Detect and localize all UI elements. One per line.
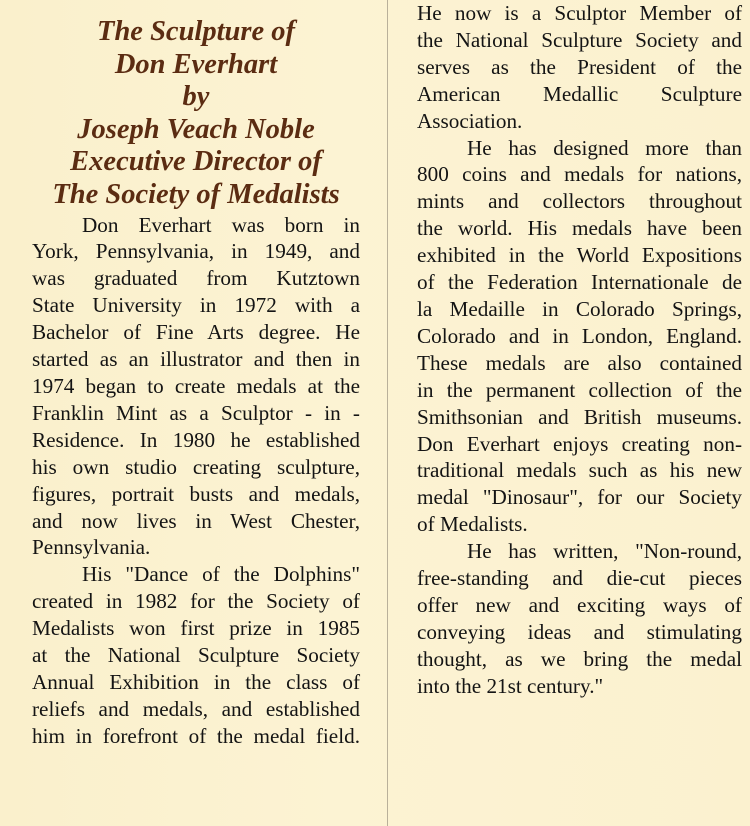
text-line: Don Everhart enjoys creating non-	[417, 431, 742, 456]
text-line: traditional medals such as his new	[417, 458, 742, 483]
text-line: started as an illustrator and then in	[32, 347, 360, 372]
text-line: Pennsylvania.	[32, 535, 151, 560]
works-paragraph	[417, 135, 742, 539]
text-line: Bachelor of Fine Arts degree. He	[32, 320, 360, 345]
text-line: He has designed more than	[467, 135, 742, 160]
title-line: by	[182, 81, 210, 113]
text-line: him in forefront of the medal field.	[32, 723, 360, 748]
text-line: exhibited in the World Expositions	[417, 243, 742, 268]
text-line: was graduated from Kutztown	[32, 266, 360, 291]
text-line: reliefs and medals, and established	[32, 696, 360, 721]
text-line: his own studio creating sculpture,	[32, 454, 360, 479]
text-line: thought, as we bring the medal	[417, 646, 742, 671]
text-line: created in 1982 for the Society of	[32, 589, 360, 614]
text-line: and now lives in West Chester,	[32, 508, 360, 533]
text-line: State University in 1972 with a	[32, 293, 360, 318]
text-line: American Medallic Sculpture	[417, 81, 742, 106]
text-line: He has written, "Non-round,	[467, 539, 742, 564]
text-line: figures, portrait busts and medals,	[32, 481, 360, 506]
text-line: He now is a Sculptor Member of	[417, 1, 742, 25]
text-line: of the Federation Internationale de	[417, 270, 742, 295]
fold-line	[387, 0, 388, 826]
text-line: Annual Exhibition in the class of	[32, 669, 360, 694]
text-line: Don Everhart was born in	[82, 212, 360, 237]
text-line: 800 coins and medals for nations,	[417, 162, 742, 187]
text-line: serves as the President of the	[417, 54, 742, 79]
text-line: Medalists won first prize in 1985	[32, 616, 360, 641]
text-line: offer new and exciting ways of	[417, 592, 742, 617]
text-line: These medals are also contained	[417, 350, 742, 375]
title-line: Executive Director of	[70, 146, 322, 178]
text-line: of Medalists.	[417, 512, 528, 537]
text-line: the world. His medals have been	[417, 216, 742, 241]
quote-paragraph	[417, 538, 742, 699]
text-line: Residence. In 1980 he established	[32, 427, 360, 452]
title-line: The Sculpture of	[97, 16, 295, 47]
text-line: 1974 began to create medals at the	[32, 374, 360, 398]
text-line: Smithsonian and British museums.	[417, 404, 742, 429]
title-line: Joseph Veach Noble	[77, 113, 315, 145]
text-line: His "Dance of the Dolphins"	[82, 562, 360, 587]
text-line: conveying ideas and stimulating	[417, 619, 742, 644]
text-line: York, Pennsylvania, in 1949, and	[32, 239, 360, 264]
text-line: in the permanent collection of the	[417, 377, 742, 402]
text-line: mints and collectors throughout	[417, 189, 742, 214]
left-column	[32, 0, 360, 750]
text-line: at the National Sculpture Society	[32, 643, 360, 668]
title-line: The Society of Medalists	[52, 178, 340, 210]
article-title	[32, 16, 360, 212]
text-line: the National Sculpture Society and	[417, 27, 742, 52]
text-line: la Medaille in Colorado Springs,	[417, 296, 742, 321]
award-paragraph	[32, 561, 360, 749]
text-line: into the 21st century."	[417, 673, 604, 698]
text-line: Colorado and in London, England.	[417, 323, 742, 348]
text-line: free-standing and die-cut pieces	[417, 566, 742, 591]
text-line: medal "Dinosaur", for our Society	[417, 485, 742, 510]
title-line: Don Everhart	[114, 48, 278, 80]
biography-paragraph	[32, 212, 360, 562]
text-line: Association.	[417, 108, 523, 133]
right-column	[417, 0, 742, 700]
text-line: Franklin Mint as a Sculptor - in -	[32, 400, 360, 425]
membership-paragraph	[417, 0, 742, 135]
